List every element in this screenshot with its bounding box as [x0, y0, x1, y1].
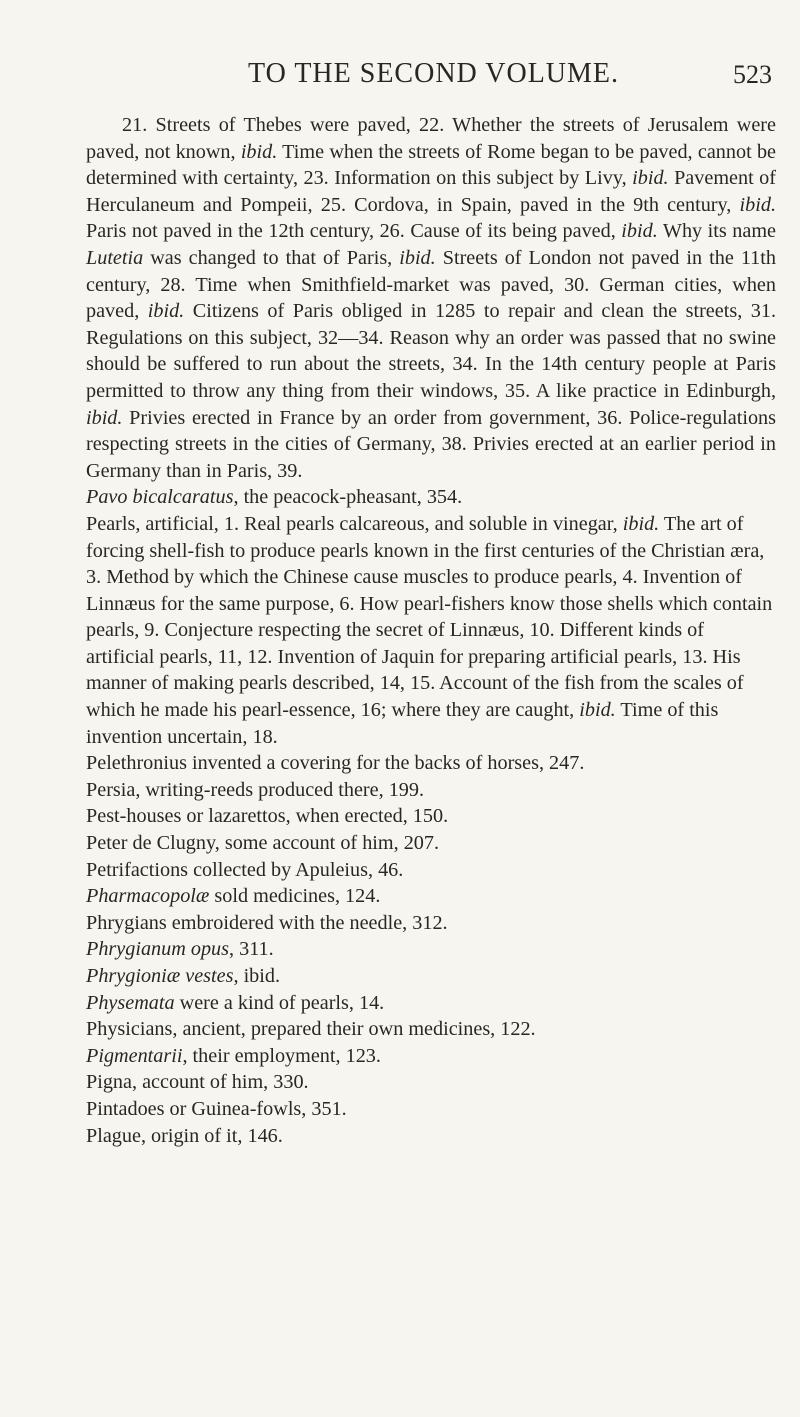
index-entry	[86, 803, 776, 830]
text-run: 21. Streets of Thebes were paved, 22. Whether the streets of Jerusalem were paved, not known,	[86, 114, 776, 163]
text-run: Privies erected in France by an order from government, 36. Police-regulations respecting streets in the cities of Germany, 38. Privies erected at an earlier period in Germany than in Paris, 39.	[86, 406, 776, 482]
index-entry	[86, 511, 776, 750]
index-entry	[86, 910, 776, 937]
text-run: , 311.	[229, 938, 274, 961]
text-run: Why its name	[657, 220, 776, 243]
page-number: 523	[733, 60, 772, 89]
index-entry	[86, 1043, 776, 1070]
index-entry	[86, 830, 776, 857]
italic-run: ibid.	[739, 193, 776, 216]
text-run: Peter de Clugny, some account of him, 207.	[86, 832, 440, 855]
text-run: Time when the streets of Rome began to be paved, cannot be determined with certainty, 23. Information on this subject by Livy,	[86, 140, 776, 190]
text-run: Pelethronius invented a covering for the backs of horses, 247.	[86, 752, 585, 775]
text-run: Pigna, account of him, 330.	[86, 1071, 309, 1094]
text-run: , ibid.	[233, 965, 281, 987]
text-run: Streets of London not paved in the 11th century, 28. Time when Smithfield-market was paved, 30. German cities, when paved,	[86, 246, 776, 323]
text-run: The art of forcing shell-fish to produce pearls known in the first centuries of the Christian æra, 3. Method by which the Chinese cause muscles to produce pearls, 4. Invention of Linnæus for the same purpose, 6. How pearl-fishers know those shells which contain pearls, 9. Conjecture respecting the secret of Linnæus, 10. Different kinds of artificial pearls, 11, 12. Invention of Jaquin for preparing artificial pearls, 13. His manner of making pearls described, 14, 15. Account of the fish from the scales of which he made his pearl-essence, 16; where they are caught,	[86, 512, 773, 722]
italic-run: ibid.	[147, 300, 185, 323]
italic-run: Pharmacopolæ	[86, 885, 210, 908]
index-entry	[86, 750, 776, 777]
index-entry	[86, 1123, 776, 1150]
index-entry	[86, 112, 776, 484]
italic-run: ibid.	[621, 220, 658, 243]
italic-run: Phrygianum opus	[86, 938, 229, 961]
italic-run: Physemata	[86, 991, 175, 1014]
text-run: Physicians, ancient, prepared their own medicines, 122.	[86, 1018, 536, 1041]
index-entry	[86, 1069, 776, 1096]
italic-run: ibid.	[86, 406, 123, 429]
index-entry	[86, 963, 776, 990]
italic-run: ibid.	[579, 699, 616, 722]
text-run: Persia, writing-reeds produced there, 199.	[86, 778, 425, 801]
text-run: Pearls, artificial, 1. Real pearls calcareous, and soluble in vinegar,	[86, 512, 623, 535]
text-run: Petrifactions collected by Apuleius, 46.	[86, 858, 404, 881]
italic-run: Pigmentarii	[86, 1044, 183, 1067]
text-run: Plague, origin of it, 146.	[86, 1124, 283, 1147]
running-head	[0, 58, 800, 98]
italic-run: ibid.	[240, 140, 278, 163]
text-run: Citizens of Paris obliged in 1285 to repair and clean the streets, 31. Regulations on this subject, 32—34. Reason why an order was passed that no swine should be suffered to run about the streets, 34. In the 14th century people at Paris permitted to throw any thing from their windows, 35. A like practice in Edinburgh,	[86, 300, 776, 402]
text-run: sold medicines, 124.	[209, 885, 381, 908]
text-run: Pintadoes or Guinea-fowls, 351.	[86, 1097, 347, 1120]
index-entry	[86, 936, 776, 963]
index-entry	[86, 990, 776, 1017]
text-run: Phrygians embroidered with the needle, 312.	[86, 911, 448, 934]
text-run: Time of this invention uncertain, 18.	[86, 699, 719, 748]
italic-run: Lutetia	[86, 246, 144, 269]
italic-run: ibid.	[632, 167, 669, 190]
text-run: , the peacock-pheasant, 354.	[233, 486, 463, 509]
text-run: Paris not paved in the 12th century, 26. Cause of its being paved,	[86, 220, 622, 243]
italic-run: ibid.	[399, 246, 436, 269]
italic-run: ibid.	[622, 512, 660, 535]
index-entry	[86, 777, 776, 804]
index-entry	[86, 1016, 776, 1043]
index-entry	[86, 484, 776, 511]
running-title: TO THE SECOND VOLUME.	[248, 58, 620, 89]
text-run: Pavement of Herculaneum and Pompeii, 25. Cordova, in Spain, paved in the 9th century,	[86, 167, 776, 216]
index-entry	[86, 1096, 776, 1123]
index-entry	[86, 857, 776, 884]
italic-run: Phrygioniæ vestes	[86, 965, 234, 987]
text-run: were a kind of pearls, 14.	[174, 991, 385, 1014]
index-entry	[86, 883, 776, 910]
text-run: was changed to that of Paris,	[143, 246, 400, 269]
italic-run: Pavo bicalcaratus	[86, 486, 234, 509]
text-run: , their employment, 123.	[182, 1044, 381, 1067]
index-body	[86, 112, 776, 1149]
text-run: Pest-houses or lazarettos, when erected, 150.	[86, 805, 449, 828]
